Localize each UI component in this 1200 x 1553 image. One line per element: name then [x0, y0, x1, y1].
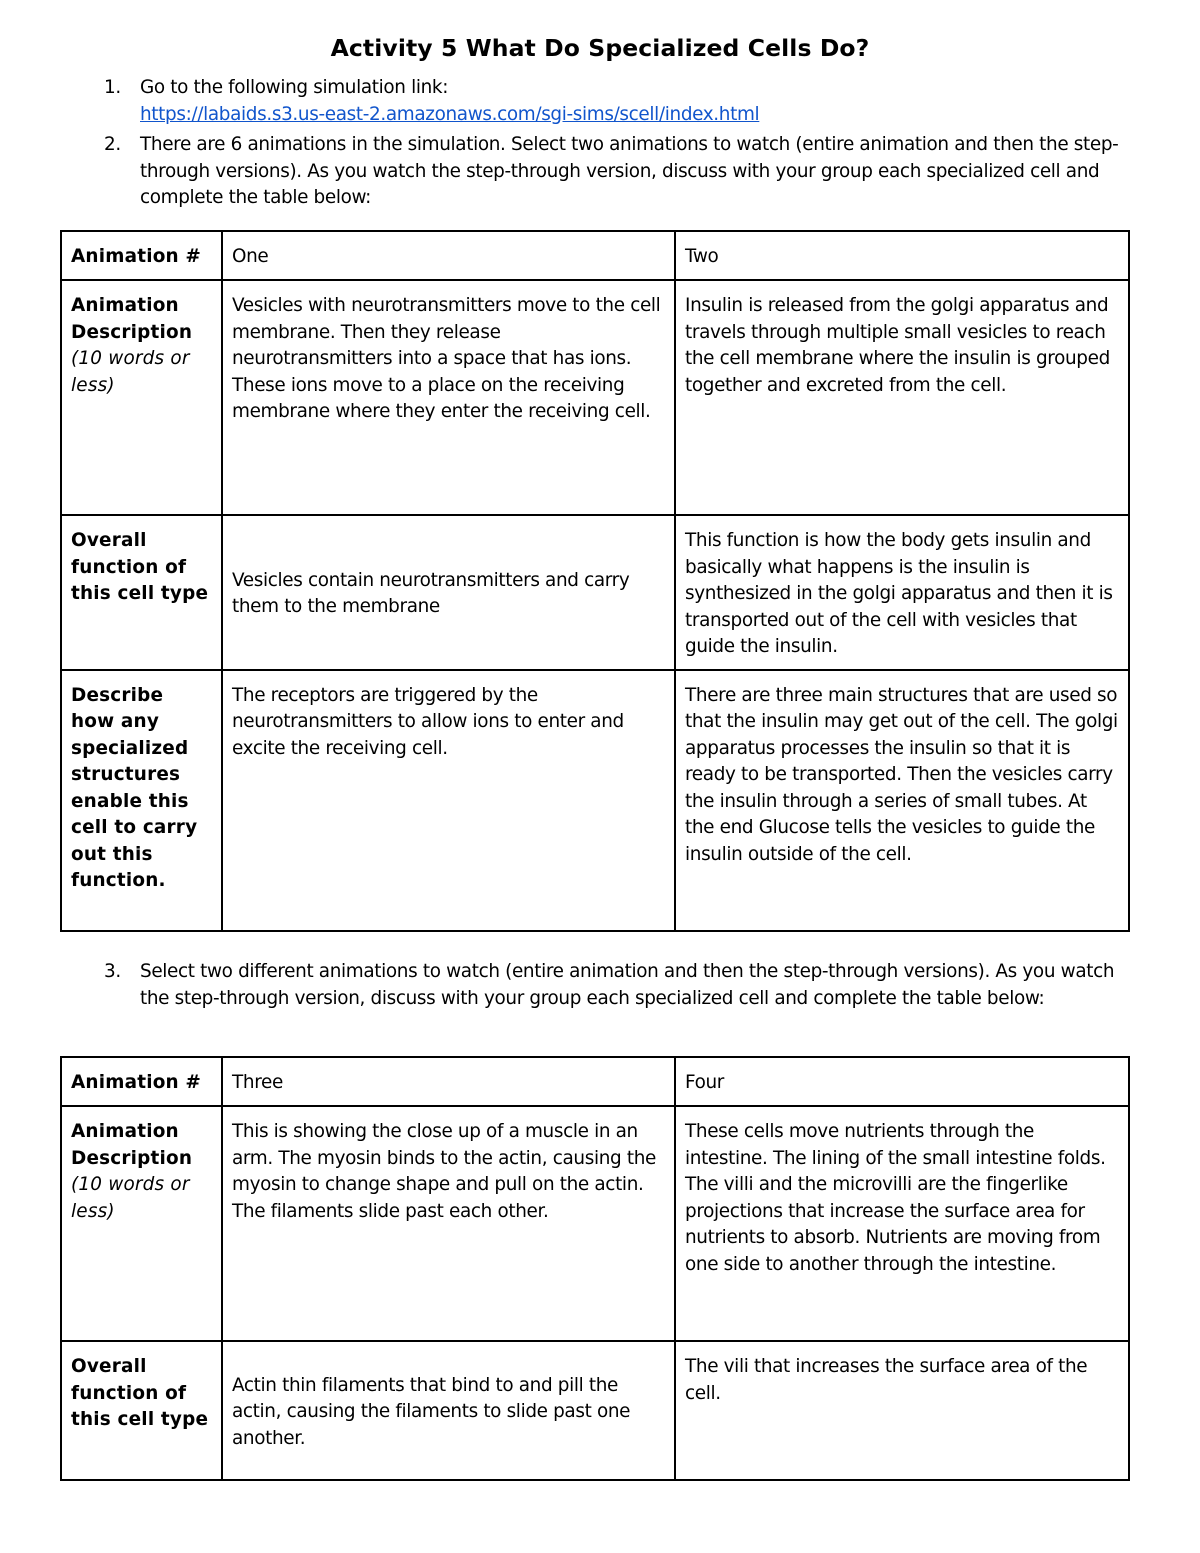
simulation-link[interactable]: https://labaids.s3.us-east-2.amazonaws.com/sgi-sims/scell/index.html — [140, 103, 760, 125]
step-3 — [104, 959, 1130, 1012]
step-3-number: 3. — [104, 961, 121, 982]
step-1-text: Go to the following simulation link: — [140, 77, 449, 98]
function-col-1: Vesicles contain neurotransmitters and carry them to the membrane — [222, 515, 675, 670]
table-row — [61, 280, 1129, 515]
step-2-text: There are 6 animations in the simulation. Select two animations to watch (entire animation and then the step-through versions). As you watch the step-through version, discuss with your group each specialized cell and complete the table below: — [140, 134, 1119, 208]
step-3-text: Select two different animations to watch (entire animation and then the step-through versions). As you watch the step-through version, discuss with your group each specialized cell and complete the table below: — [140, 961, 1115, 1009]
table-row — [61, 515, 1129, 670]
description-label: Animation Description — [71, 295, 193, 343]
description-col-2: Insulin is released from the golgi apparatus and travels through multiple small vesicles to reach the cell membrane where the insulin is grouped together and excreted from the cell. — [675, 280, 1129, 515]
description-label-cell — [61, 1106, 222, 1341]
header-col-1: Three — [222, 1057, 675, 1106]
animation-table-2 — [60, 1056, 1130, 1481]
description-note: (10 words or less) — [71, 348, 190, 396]
header-col-1: One — [222, 231, 675, 280]
description-label-cell — [61, 280, 222, 515]
table-row — [61, 1057, 1129, 1106]
step-2-number: 2. — [104, 134, 121, 155]
description-note: (10 words or less) — [71, 1174, 190, 1222]
header-label: Animation # — [61, 1057, 222, 1106]
function-label: Overall function of this cell type — [61, 1341, 222, 1480]
table-row — [61, 670, 1129, 931]
header-col-2: Two — [675, 231, 1129, 280]
structures-col-1: The receptors are triggered by the neurotransmitters to allow ions to enter and excite the receiving cell. — [222, 670, 675, 931]
header-col-2: Four — [675, 1057, 1129, 1106]
step-1 — [104, 75, 1130, 128]
animation-table-1 — [60, 230, 1130, 932]
header-label: Animation # — [61, 231, 222, 280]
step-1-number: 1. — [104, 77, 121, 98]
function-col-1: Actin thin filaments that bind to and pill the actin, causing the filaments to slide past one another. — [222, 1341, 675, 1480]
description-col-2: These cells move nutrients through the intestine. The lining of the small intestine folds. The villi and the microvilli are the fingerlike projections that increase the surface area for nutrients to absorb. Nutrients are moving from one side to another through the intestine. — [675, 1106, 1129, 1341]
step-2 — [104, 132, 1130, 212]
table-row — [61, 1106, 1129, 1341]
description-col-1: Vesicles with neurotransmitters move to the cell membrane. Then they release neurotransmitters into a space that has ions. These ions move to a place on the receiving membrane where they enter the receiving cell. — [222, 280, 675, 515]
table-row — [61, 1341, 1129, 1480]
function-col-2: This function is how the body gets insulin and basically what happens is the insulin is synthesized in the golgi apparatus and then it is transported out of the cell with vesicles that guide the insulin. — [675, 515, 1129, 670]
description-col-1: This is showing the close up of a muscle in an arm. The myosin binds to the actin, causing the myosin to change shape and pull on the actin. The filaments slide past each other. — [222, 1106, 675, 1341]
description-label: Animation Description — [71, 1121, 193, 1169]
function-label: Overall function of this cell type — [61, 515, 222, 670]
page-title: Activity 5 What Do Specialized Cells Do? — [330, 34, 870, 62]
table-row — [61, 231, 1129, 280]
structures-label: Describe how any specialized structures enable this cell to carry out this function. — [61, 670, 222, 931]
structures-col-2: There are three main structures that are used so that the insulin may get out of the cell. The golgi apparatus processes the insulin so that it is ready to be transported. Then the vesicles carry the insulin through a series of small tubes. At the end Glucose tells the vesicles to guide the insulin outside of the cell. — [675, 670, 1129, 931]
function-col-2: The vili that increases the surface area of the cell. — [675, 1341, 1129, 1480]
